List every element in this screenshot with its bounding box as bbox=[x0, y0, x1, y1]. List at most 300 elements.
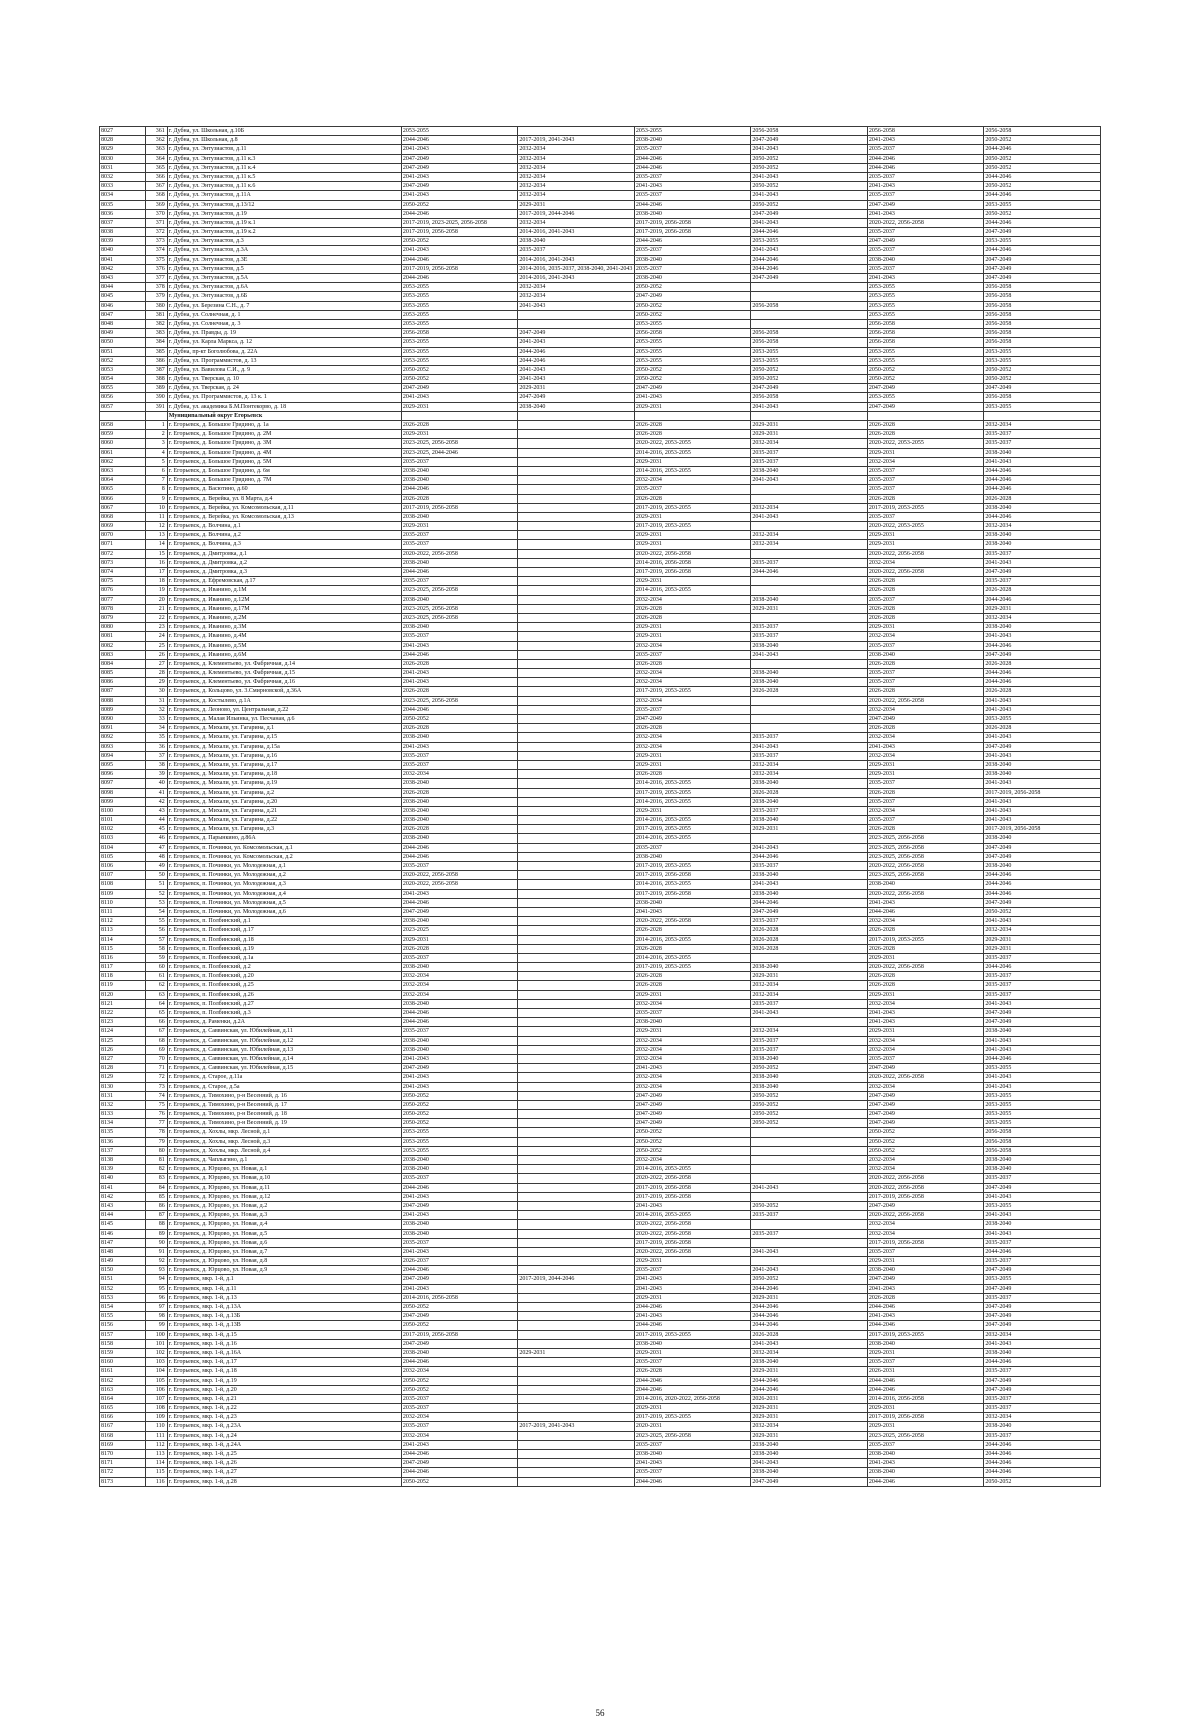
period-5-cell: 2044-2046 bbox=[867, 154, 984, 163]
address-cell: г. Егорьевск, п. Починки, ул. Молодежная, д.1 bbox=[167, 862, 401, 871]
period-2-cell: 2029-2031 bbox=[518, 1348, 635, 1357]
period-1-cell: 2050-2052 bbox=[401, 1091, 518, 1100]
period-1-cell: 2047-2049 bbox=[401, 907, 518, 916]
address-cell: г. Егорьевск, д. Иванино, д.2М bbox=[167, 613, 401, 622]
period-3-cell: 2029-2031 bbox=[634, 512, 751, 521]
period-6-cell: 2050-2052 bbox=[984, 907, 1101, 916]
period-4-cell: 2041-2043 bbox=[751, 742, 868, 751]
period-1-cell: 2044-2046 bbox=[401, 843, 518, 852]
period-2-cell bbox=[518, 1468, 635, 1477]
period-6-cell: 2047-2049 bbox=[984, 568, 1101, 577]
period-6-cell: 2047-2049 bbox=[984, 1312, 1101, 1321]
period-2-cell: 2014-2016, 2041-2043 bbox=[518, 274, 635, 283]
row-id-cell: 8139 bbox=[100, 1165, 146, 1174]
address-cell: г. Дубна, ул. Энтузиастов, д.11 к.5 bbox=[167, 172, 401, 181]
period-3-cell: 2029-2031 bbox=[634, 1293, 751, 1302]
period-3-cell: 2029-2031 bbox=[634, 751, 751, 760]
period-5-cell: 2047-2049 bbox=[867, 200, 984, 209]
row-id-cell: 8146 bbox=[100, 1229, 146, 1238]
period-1-cell: 2038-2040 bbox=[401, 1165, 518, 1174]
row-number-cell: 85 bbox=[145, 1192, 167, 1201]
period-1-cell: 2041-2043 bbox=[401, 1073, 518, 1082]
period-4-cell: 2035-2037 bbox=[751, 917, 868, 926]
period-6-cell: 2047-2049 bbox=[984, 1266, 1101, 1275]
row-number-cell: 92 bbox=[145, 1257, 167, 1266]
period-1-cell: 2044-2046 bbox=[401, 1183, 518, 1192]
period-5-cell: 2047-2049 bbox=[867, 237, 984, 246]
row-id-cell: 8029 bbox=[100, 145, 146, 154]
row-id-cell: 8161 bbox=[100, 1367, 146, 1376]
period-3-cell: 2026-2028 bbox=[634, 724, 751, 733]
period-1-cell: 2050-2052 bbox=[401, 237, 518, 246]
period-1-cell: 2032-2034 bbox=[401, 1431, 518, 1440]
row-id-cell: 8055 bbox=[100, 384, 146, 393]
period-3-cell: 2017-2019, 2056-2058 bbox=[634, 1183, 751, 1192]
address-cell: г. Егорьевск, д. Саввинская, ул. Юбилейная, д.12 bbox=[167, 1036, 401, 1045]
period-3-cell: 2035-2037 bbox=[634, 843, 751, 852]
period-3-cell: 2056-2058 bbox=[634, 329, 751, 338]
row-number-cell: 97 bbox=[145, 1303, 167, 1312]
period-3-cell: 2017-2019, 2053-2055 bbox=[634, 522, 751, 531]
address-cell: г. Егорьевск, д. Большое Гридино, д. 2М bbox=[167, 430, 401, 439]
period-2-cell bbox=[518, 540, 635, 549]
period-5-cell: 2029-2031 bbox=[867, 770, 984, 779]
address-cell: г. Егорьевск, д. Волчина, д.2 bbox=[167, 531, 401, 540]
row-number-cell: 4 bbox=[145, 448, 167, 457]
row-id-cell: 8064 bbox=[100, 476, 146, 485]
row-number-cell: 11 bbox=[145, 512, 167, 521]
period-6-cell: 2041-2043 bbox=[984, 1192, 1101, 1201]
row-number-cell: 363 bbox=[145, 145, 167, 154]
row-id-cell: 8069 bbox=[100, 522, 146, 531]
row-number-cell: 18 bbox=[145, 577, 167, 586]
period-1-cell: 2050-2052 bbox=[401, 715, 518, 724]
period-4-cell: 2050-2052 bbox=[751, 1119, 868, 1128]
period-4-cell bbox=[751, 411, 868, 420]
period-1-cell: 2026-2028 bbox=[401, 687, 518, 696]
row-number-cell: 101 bbox=[145, 1339, 167, 1348]
row-number-cell: 56 bbox=[145, 926, 167, 935]
row-id-cell: 8079 bbox=[100, 613, 146, 622]
period-3-cell: 2026-2028 bbox=[634, 604, 751, 613]
period-3-cell: 2017-2019, 2053-2055 bbox=[634, 1330, 751, 1339]
table-row bbox=[100, 871, 1101, 880]
table-row bbox=[100, 1348, 1101, 1357]
period-5-cell: 2032-2034 bbox=[867, 1165, 984, 1174]
period-3-cell: 2035-2037 bbox=[634, 191, 751, 200]
row-number-cell: 8 bbox=[145, 485, 167, 494]
period-2-cell: 2047-2049 bbox=[518, 329, 635, 338]
period-2-cell bbox=[518, 1293, 635, 1302]
row-number-cell: 43 bbox=[145, 806, 167, 815]
period-6-cell: 2035-2037 bbox=[984, 1238, 1101, 1247]
period-1-cell: 2044-2046 bbox=[401, 898, 518, 907]
table-row bbox=[100, 1009, 1101, 1018]
row-id-cell: 8156 bbox=[100, 1321, 146, 1330]
period-2-cell bbox=[518, 522, 635, 531]
period-6-cell: 2035-2037 bbox=[984, 981, 1101, 990]
period-4-cell: 2044-2046 bbox=[751, 1312, 868, 1321]
address-cell: г. Егорьевск, мкр. 1-й, д.13 bbox=[167, 1293, 401, 1302]
address-cell: г. Егорьевск, д. Саввинская, ул. Юбилейная, д.14 bbox=[167, 1054, 401, 1063]
row-number-cell: 90 bbox=[145, 1238, 167, 1247]
address-cell: г. Дубна, ул. Школьная, д.8 bbox=[167, 136, 401, 145]
period-6-cell: 2026-2028 bbox=[984, 687, 1101, 696]
table-row bbox=[100, 393, 1101, 402]
address-cell: г. Егорьевск, д. Иванино, д.6М bbox=[167, 650, 401, 659]
row-id-cell: 8039 bbox=[100, 237, 146, 246]
address-cell: г. Егорьевск, мкр. 1-й, д.13А bbox=[167, 1303, 401, 1312]
period-2-cell: 2014-2016, 2041-2043 bbox=[518, 228, 635, 237]
period-5-cell: 2026-2028 bbox=[867, 825, 984, 834]
period-6-cell: 2056-2058 bbox=[984, 338, 1101, 347]
period-6-cell: 2041-2043 bbox=[984, 1036, 1101, 1045]
row-number-cell: 40 bbox=[145, 779, 167, 788]
period-6-cell: 2029-2031 bbox=[984, 944, 1101, 953]
period-1-cell: 2041-2043 bbox=[401, 1082, 518, 1091]
period-3-cell: 2029-2031 bbox=[634, 531, 751, 540]
period-5-cell: 2026-2028 bbox=[867, 972, 984, 981]
period-2-cell bbox=[518, 1394, 635, 1403]
address-cell: г. Егорьевск, д. Верейка, ул. Комсомольская, д.13 bbox=[167, 512, 401, 521]
period-6-cell: 2041-2043 bbox=[984, 558, 1101, 567]
table-row bbox=[100, 1146, 1101, 1155]
period-5-cell: 2029-2031 bbox=[867, 531, 984, 540]
row-number-cell: 93 bbox=[145, 1266, 167, 1275]
period-3-cell: 2053-2055 bbox=[634, 347, 751, 356]
row-number-cell: 94 bbox=[145, 1275, 167, 1284]
row-id-cell: 8035 bbox=[100, 200, 146, 209]
table-row bbox=[100, 1422, 1101, 1431]
period-1-cell: 2044-2046 bbox=[401, 255, 518, 264]
row-id-cell: 8058 bbox=[100, 421, 146, 430]
period-6-cell: 2044-2046 bbox=[984, 1468, 1101, 1477]
period-5-cell: 2041-2043 bbox=[867, 1459, 984, 1468]
period-1-cell: 2041-2043 bbox=[401, 1247, 518, 1256]
row-id-cell: 8067 bbox=[100, 503, 146, 512]
row-number-cell: 385 bbox=[145, 347, 167, 356]
period-6-cell: 2032-2034 bbox=[984, 613, 1101, 622]
table-row bbox=[100, 1257, 1101, 1266]
table-row bbox=[100, 1027, 1101, 1036]
period-6-cell: 2035-2037 bbox=[984, 1293, 1101, 1302]
row-number-cell: 10 bbox=[145, 503, 167, 512]
table-row bbox=[100, 604, 1101, 613]
period-3-cell: 2026-2028 bbox=[634, 926, 751, 935]
period-1-cell: 2017-2019, 2056-2058 bbox=[401, 264, 518, 273]
period-3-cell: 2050-2052 bbox=[634, 1128, 751, 1137]
period-2-cell bbox=[518, 1385, 635, 1394]
period-4-cell: 2038-2040 bbox=[751, 963, 868, 972]
table-row bbox=[100, 531, 1101, 540]
period-1-cell: 2044-2046 bbox=[401, 136, 518, 145]
row-id-cell: 8162 bbox=[100, 1376, 146, 1385]
period-2-cell bbox=[518, 1137, 635, 1146]
period-3-cell: 2017-2019, 2056-2058 bbox=[634, 1238, 751, 1247]
address-cell: г. Дубна, ул. Солнечная, д. 3 bbox=[167, 319, 401, 328]
period-1-cell: 2035-2037 bbox=[401, 577, 518, 586]
period-5-cell: 2053-2055 bbox=[867, 347, 984, 356]
table-row bbox=[100, 1339, 1101, 1348]
period-1-cell: 2035-2037 bbox=[401, 632, 518, 641]
period-6-cell: 2050-2052 bbox=[984, 1477, 1101, 1486]
period-4-cell: 2047-2049 bbox=[751, 384, 868, 393]
table-row bbox=[100, 659, 1101, 668]
period-5-cell: 2026-2028 bbox=[867, 613, 984, 622]
period-5-cell: 2041-2043 bbox=[867, 1018, 984, 1027]
table-row bbox=[100, 1275, 1101, 1284]
row-number-cell: 78 bbox=[145, 1128, 167, 1137]
period-1-cell: 2035-2037 bbox=[401, 1404, 518, 1413]
row-number-cell: 55 bbox=[145, 917, 167, 926]
table-row bbox=[100, 724, 1101, 733]
address-cell: г. Егорьевск, мкр. 1-й, д.19 bbox=[167, 1376, 401, 1385]
row-id-cell: 8087 bbox=[100, 687, 146, 696]
period-4-cell: 2047-2049 bbox=[751, 274, 868, 283]
row-number-cell: 48 bbox=[145, 852, 167, 861]
period-1-cell: 2047-2049 bbox=[401, 1201, 518, 1210]
period-4-cell: 2050-2052 bbox=[751, 365, 868, 374]
period-3-cell: 2044-2046 bbox=[634, 1303, 751, 1312]
period-3-cell: 2014-2016, 2053-2055 bbox=[634, 586, 751, 595]
table-row bbox=[100, 255, 1101, 264]
period-5-cell: 2056-2058 bbox=[867, 329, 984, 338]
period-3-cell: 2017-2019, 2053-2055 bbox=[634, 788, 751, 797]
period-1-cell: 2026-2037 bbox=[401, 1257, 518, 1266]
period-5-cell: 2050-2052 bbox=[867, 1128, 984, 1137]
period-2-cell bbox=[518, 1238, 635, 1247]
period-3-cell: 2020-2022, 2056-2058 bbox=[634, 1220, 751, 1229]
period-4-cell bbox=[751, 292, 868, 301]
row-id-cell: 8044 bbox=[100, 283, 146, 292]
period-6-cell: 2035-2037 bbox=[984, 1404, 1101, 1413]
table-row bbox=[100, 1183, 1101, 1192]
period-1-cell: 2026-2028 bbox=[401, 944, 518, 953]
period-5-cell: 2044-2046 bbox=[867, 1321, 984, 1330]
row-number-cell: 103 bbox=[145, 1358, 167, 1367]
address-cell: г. Егорьевск, мкр. 1-й, д.15 bbox=[167, 1330, 401, 1339]
period-5-cell: 2032-2034 bbox=[867, 733, 984, 742]
period-3-cell: 2032-2034 bbox=[634, 669, 751, 678]
period-5-cell: 2017-2019, 2053-2055 bbox=[867, 935, 984, 944]
period-1-cell: 2038-2040 bbox=[401, 466, 518, 475]
period-2-cell bbox=[518, 1312, 635, 1321]
period-1-cell: 2038-2040 bbox=[401, 917, 518, 926]
period-3-cell: 2053-2055 bbox=[634, 356, 751, 365]
table-row bbox=[100, 999, 1101, 1008]
period-5-cell: 2023-2025, 2056-2058 bbox=[867, 1431, 984, 1440]
period-6-cell: 2050-2052 bbox=[984, 136, 1101, 145]
period-1-cell: 2044-2046 bbox=[401, 1358, 518, 1367]
row-number-cell: 377 bbox=[145, 274, 167, 283]
table-row bbox=[100, 476, 1101, 485]
period-6-cell: 2056-2058 bbox=[984, 319, 1101, 328]
period-5-cell: 2032-2034 bbox=[867, 632, 984, 641]
period-1-cell: 2053-2055 bbox=[401, 319, 518, 328]
row-id-cell: 8144 bbox=[100, 1211, 146, 1220]
period-1-cell: 2041-2043 bbox=[401, 742, 518, 751]
period-5-cell: 2023-2025, 2056-2058 bbox=[867, 852, 984, 861]
period-6-cell: 2017-2019, 2056-2058 bbox=[984, 788, 1101, 797]
period-3-cell: 2050-2052 bbox=[634, 365, 751, 374]
row-id-cell: 8033 bbox=[100, 182, 146, 191]
table-row bbox=[100, 301, 1101, 310]
period-5-cell: 2032-2034 bbox=[867, 1045, 984, 1054]
row-id-cell: 8068 bbox=[100, 512, 146, 521]
row-id-cell: 8065 bbox=[100, 485, 146, 494]
period-1-cell: 2053-2055 bbox=[401, 301, 518, 310]
period-5-cell: 2041-2043 bbox=[867, 1312, 984, 1321]
period-5-cell: 2026-2028 bbox=[867, 1293, 984, 1302]
period-2-cell bbox=[518, 733, 635, 742]
period-5-cell: 2032-2034 bbox=[867, 751, 984, 760]
address-cell: г. Егорьевск, п. Починки, ул. Молодежная, д.2 bbox=[167, 871, 401, 880]
row-number-cell: 88 bbox=[145, 1220, 167, 1229]
period-3-cell: 2029-2031 bbox=[634, 623, 751, 632]
row-number-cell: 390 bbox=[145, 393, 167, 402]
period-2-cell: 2032-2034 bbox=[518, 172, 635, 181]
period-2-cell: 2041-2043 bbox=[518, 365, 635, 374]
address-cell: г. Егорьевск, д. Клементьево, ул. Фабричная, д.15 bbox=[167, 669, 401, 678]
period-3-cell: 2041-2043 bbox=[634, 1064, 751, 1073]
row-id-cell: 8133 bbox=[100, 1110, 146, 1119]
period-2-cell bbox=[518, 1376, 635, 1385]
row-id-cell: 8049 bbox=[100, 329, 146, 338]
period-2-cell bbox=[518, 1201, 635, 1210]
row-id-cell: 8071 bbox=[100, 540, 146, 549]
row-id-cell: 8027 bbox=[100, 127, 146, 136]
period-4-cell: 2050-2052 bbox=[751, 1201, 868, 1210]
period-4-cell: 2038-2040 bbox=[751, 1440, 868, 1449]
row-number-cell: 375 bbox=[145, 255, 167, 264]
address-cell: г. Дубна, ул. Энтузиастов, д.6А bbox=[167, 283, 401, 292]
row-id-cell: 8100 bbox=[100, 806, 146, 815]
period-2-cell bbox=[518, 687, 635, 696]
period-5-cell: 2026-2028 bbox=[867, 944, 984, 953]
period-1-cell: 2020-2022, 2056-2058 bbox=[401, 871, 518, 880]
period-6-cell: 2044-2046 bbox=[984, 1440, 1101, 1449]
period-1-cell: 2035-2037 bbox=[401, 1238, 518, 1247]
period-4-cell: 2047-2049 bbox=[751, 1477, 868, 1486]
table-row bbox=[100, 963, 1101, 972]
period-5-cell: 2044-2046 bbox=[867, 1477, 984, 1486]
period-2-cell bbox=[518, 659, 635, 668]
row-id-cell: 8054 bbox=[100, 375, 146, 384]
period-6-cell: 2050-2052 bbox=[984, 154, 1101, 163]
period-6-cell: 2026-2028 bbox=[984, 659, 1101, 668]
period-4-cell bbox=[751, 834, 868, 843]
period-4-cell: 2032-2034 bbox=[751, 439, 868, 448]
period-2-cell bbox=[518, 1229, 635, 1238]
address-cell: г. Егорьевск, д. Михали, ул. Гагарина, д.18 bbox=[167, 770, 401, 779]
period-2-cell: 2041-2043 bbox=[518, 338, 635, 347]
period-2-cell bbox=[518, 1321, 635, 1330]
period-3-cell: 2035-2037 bbox=[634, 264, 751, 273]
period-2-cell bbox=[518, 1110, 635, 1119]
period-5-cell: 2020-2022, 2056-2058 bbox=[867, 889, 984, 898]
period-4-cell: 2056-2058 bbox=[751, 127, 868, 136]
period-4-cell bbox=[751, 522, 868, 531]
period-5-cell: 2026-2028 bbox=[867, 421, 984, 430]
period-6-cell: 2041-2043 bbox=[984, 733, 1101, 742]
period-2-cell bbox=[518, 990, 635, 999]
period-4-cell: 2056-2058 bbox=[751, 301, 868, 310]
table-row bbox=[100, 430, 1101, 439]
period-4-cell: 2038-2040 bbox=[751, 871, 868, 880]
period-2-cell bbox=[518, 1440, 635, 1449]
period-6-cell: 2038-2040 bbox=[984, 531, 1101, 540]
period-5-cell: 2035-2037 bbox=[867, 1358, 984, 1367]
period-5-cell: 2035-2037 bbox=[867, 476, 984, 485]
period-1-cell: 2047-2049 bbox=[401, 1064, 518, 1073]
table-row bbox=[100, 1303, 1101, 1312]
period-6-cell: 2047-2049 bbox=[984, 1284, 1101, 1293]
table-row bbox=[100, 136, 1101, 145]
period-3-cell: 2047-2049 bbox=[634, 715, 751, 724]
row-id-cell: 8098 bbox=[100, 788, 146, 797]
period-4-cell bbox=[751, 1137, 868, 1146]
table-row bbox=[100, 1293, 1101, 1302]
period-1-cell: 2056-2058 bbox=[401, 329, 518, 338]
address-cell: г. Егорьевск, д. Старое, д.5а bbox=[167, 1082, 401, 1091]
period-6-cell: 2035-2037 bbox=[984, 1431, 1101, 1440]
period-4-cell: 2035-2037 bbox=[751, 862, 868, 871]
address-cell: г. Егорьевск, мкр. 1-й, д.13Б bbox=[167, 1312, 401, 1321]
row-id-cell: 8028 bbox=[100, 136, 146, 145]
period-6-cell: 2041-2043 bbox=[984, 751, 1101, 760]
period-1-cell: 2053-2055 bbox=[401, 127, 518, 136]
period-5-cell: 2029-2031 bbox=[867, 990, 984, 999]
period-1-cell: 2029-2031 bbox=[401, 430, 518, 439]
address-cell: г. Егорьевск, д. Раменки, д.2А bbox=[167, 1018, 401, 1027]
address-cell: г. Егорьевск, д. Верейка, ул. 8 Марта, д.4 bbox=[167, 494, 401, 503]
period-1-cell: 2044-2046 bbox=[401, 209, 518, 218]
period-6-cell: 2044-2046 bbox=[984, 669, 1101, 678]
period-1-cell: 2041-2043 bbox=[401, 669, 518, 678]
row-id-cell: 8136 bbox=[100, 1137, 146, 1146]
period-3-cell: 2026-2028 bbox=[634, 981, 751, 990]
period-2-cell bbox=[518, 1192, 635, 1201]
period-3-cell: 2050-2052 bbox=[634, 301, 751, 310]
period-4-cell: 2026-2028 bbox=[751, 687, 868, 696]
period-2-cell: 2017-2019, 2044-2046 bbox=[518, 209, 635, 218]
period-6-cell: 2047-2049 bbox=[984, 264, 1101, 273]
period-6-cell: 2041-2043 bbox=[984, 806, 1101, 815]
row-id-cell: 8121 bbox=[100, 999, 146, 1008]
period-6-cell: 2044-2046 bbox=[984, 485, 1101, 494]
table-row bbox=[100, 549, 1101, 558]
row-number-cell: 108 bbox=[145, 1404, 167, 1413]
period-4-cell: 2038-2040 bbox=[751, 1358, 868, 1367]
period-6-cell: 2053-2055 bbox=[984, 356, 1101, 365]
period-5-cell: 2017-2019, 2056-2058 bbox=[867, 1192, 984, 1201]
table-row bbox=[100, 632, 1101, 641]
row-id-cell: 8075 bbox=[100, 577, 146, 586]
period-5-cell: 2047-2049 bbox=[867, 1100, 984, 1109]
period-1-cell: 2041-2043 bbox=[401, 1054, 518, 1063]
address-cell: г. Егорьевск, мкр. 1-й, д.24 bbox=[167, 1431, 401, 1440]
period-5-cell: 2023-2025, 2056-2058 bbox=[867, 871, 984, 880]
period-1-cell: 2035-2037 bbox=[401, 1422, 518, 1431]
period-4-cell: 2047-2049 bbox=[751, 907, 868, 916]
table-row bbox=[100, 641, 1101, 650]
period-1-cell: 2029-2031 bbox=[401, 935, 518, 944]
period-5-cell: 2020-2022, 2056-2058 bbox=[867, 1174, 984, 1183]
period-5-cell: 2029-2031 bbox=[867, 953, 984, 962]
period-4-cell: 2038-2040 bbox=[751, 889, 868, 898]
table-row bbox=[100, 209, 1101, 218]
period-6-cell: 2056-2058 bbox=[984, 127, 1101, 136]
